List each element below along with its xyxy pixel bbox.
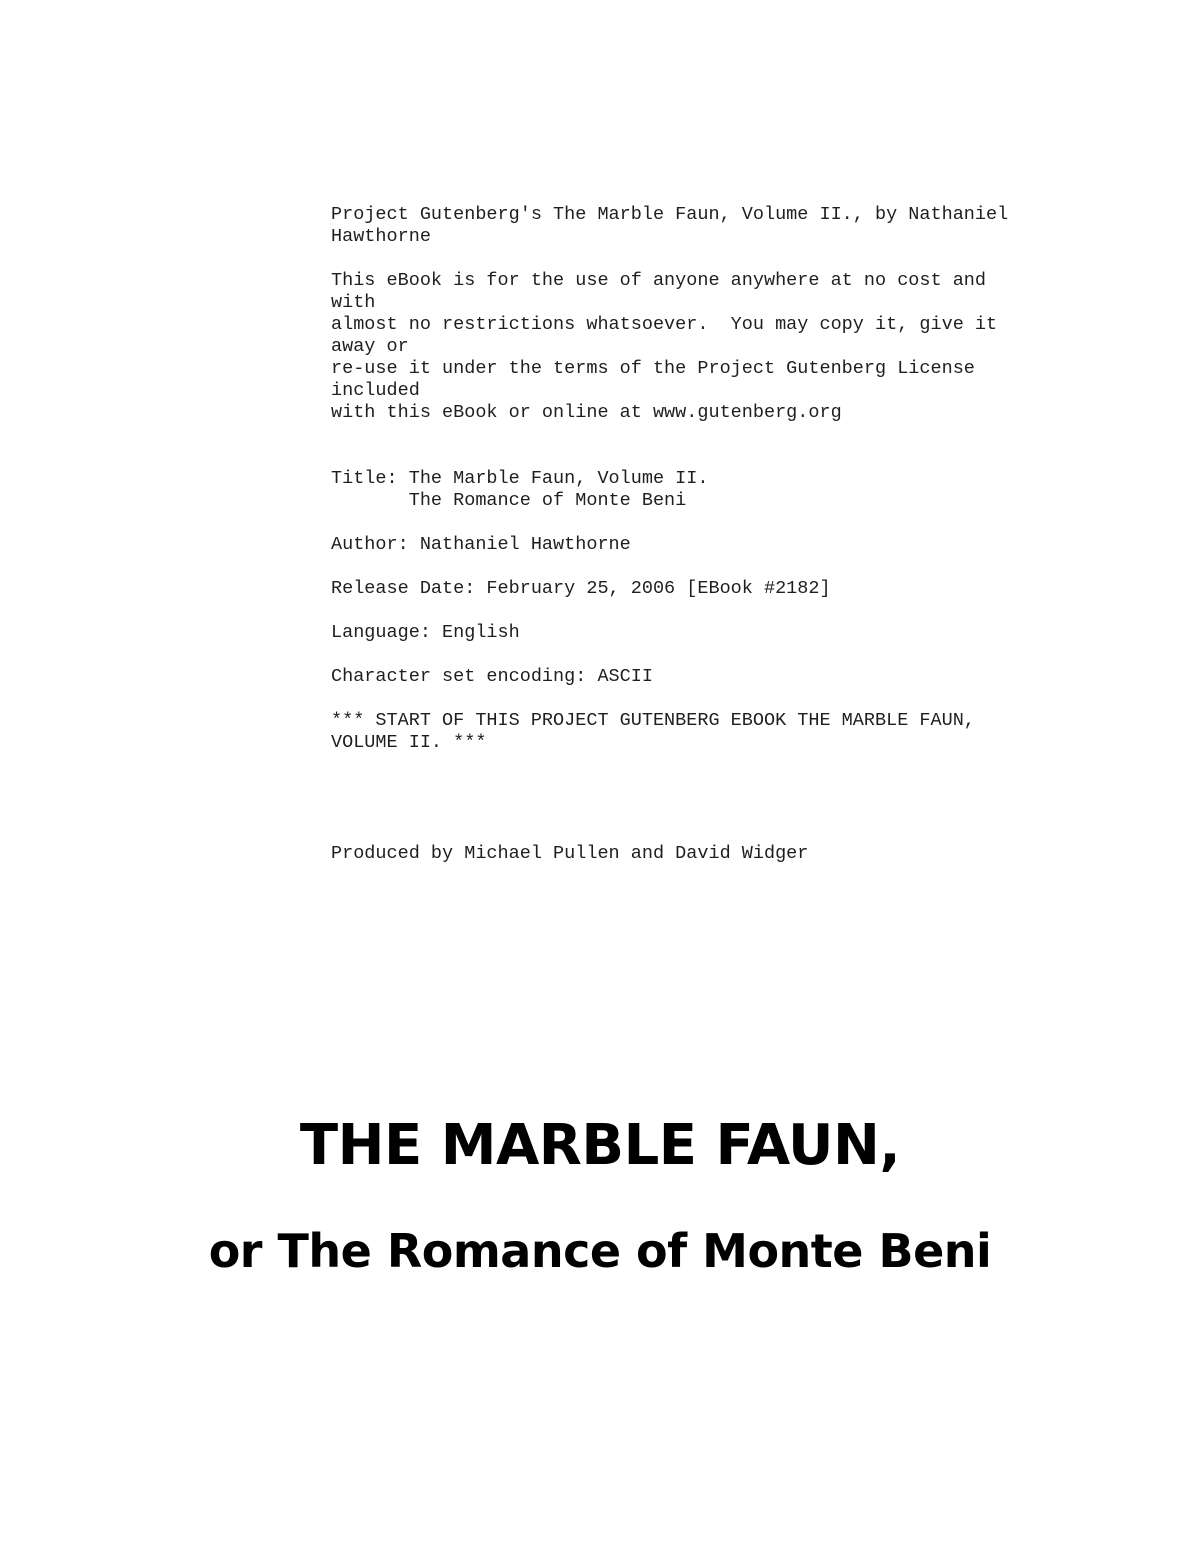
header-line-2: Hawthorne xyxy=(331,226,431,247)
book-subtitle: or The Romance of Monte Beni xyxy=(208,1224,992,1278)
release-date-line: Release Date: February 25, 2006 [EBook #2182] xyxy=(331,578,831,599)
start-marker-line-1: *** START OF THIS PROJECT GUTENBERG EBOOK THE MARBLE FAUN, xyxy=(331,710,975,731)
header-line-1: Project Gutenberg's The Marble Faun, Volume II., by Nathaniel xyxy=(331,204,1009,225)
produced-by-line: Produced by Michael Pullen and David Widger xyxy=(331,843,809,864)
book-title: THE MARBLE FAUN, xyxy=(299,1113,901,1178)
license-line-1: This eBook is for the use of anyone anywhere at no cost and xyxy=(331,270,987,291)
license-line-7: with this eBook or online at www.gutenberg.org xyxy=(331,402,842,423)
title-line-2: The Romance of Monte Beni xyxy=(331,490,687,511)
license-line-2: with xyxy=(331,292,376,313)
license-line-5: re-use it under the terms of the Project Gutenberg License xyxy=(331,358,975,379)
encoding-line: Character set encoding: ASCII xyxy=(331,666,653,687)
start-marker-line-2: VOLUME II. *** xyxy=(331,732,487,753)
author-line: Author: Nathaniel Hawthorne xyxy=(331,534,631,555)
title-line-1: Title: The Marble Faun, Volume II. xyxy=(331,468,709,489)
license-line-3: almost no restrictions whatsoever. You may copy it, give it xyxy=(331,314,998,335)
language-line: Language: English xyxy=(331,622,520,643)
license-line-6: included xyxy=(331,380,420,401)
license-line-4: away or xyxy=(331,336,409,357)
